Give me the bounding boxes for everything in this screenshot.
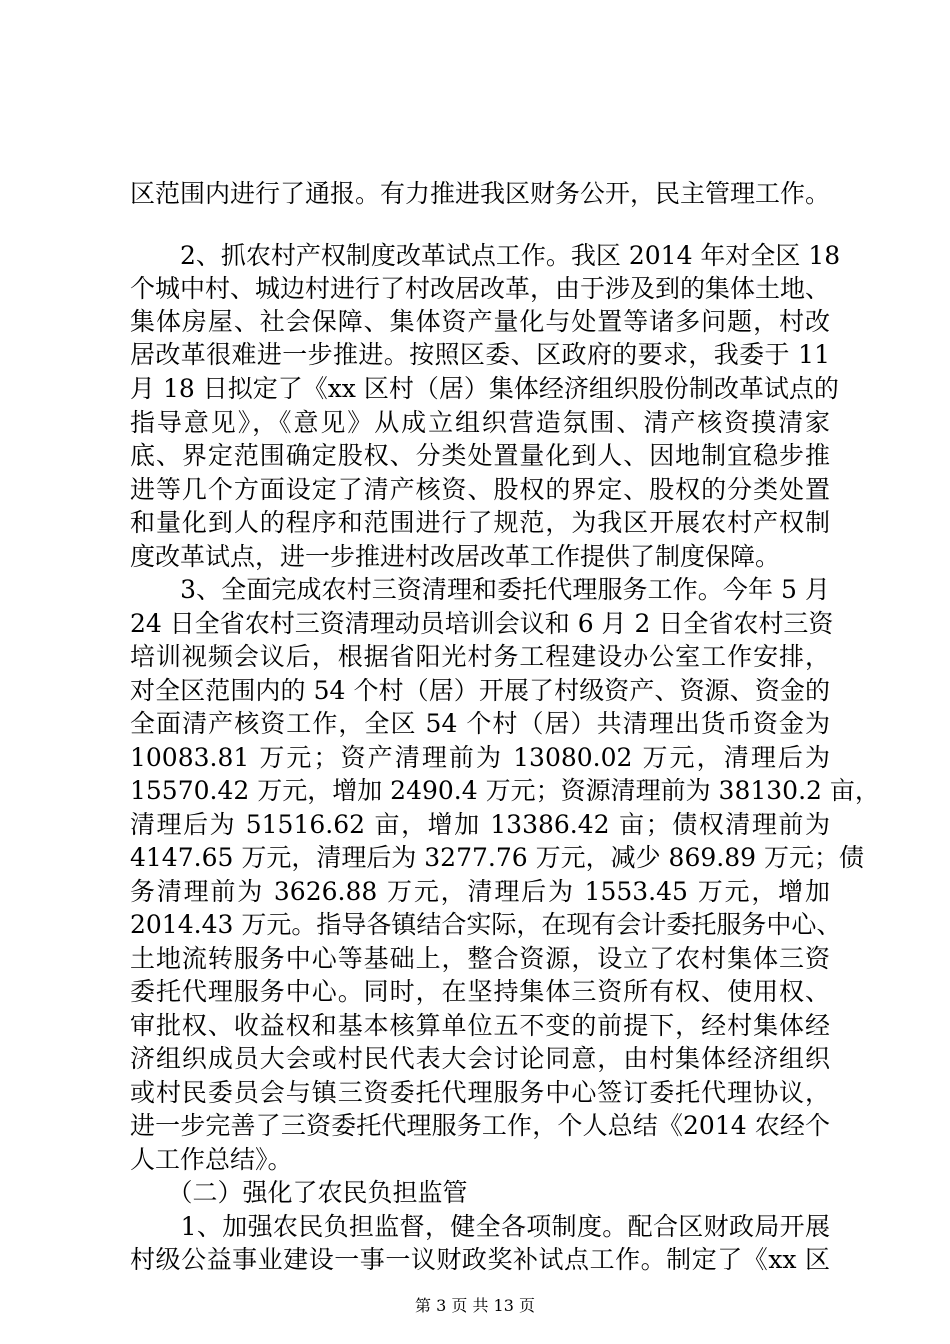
- text-line: 2、抓农村产权制度改革试点工作。我区 2014 年对全区 18: [130, 241, 841, 270]
- text-line: 4147.65 万元，清理后为 3277.76 万元，减少 869.89 万元；债: [130, 843, 864, 872]
- text-line: 对全区范围内的 54 个村（居）开展了村级资产、资源、资金的: [130, 676, 830, 705]
- text-line: 委托代理服务中心。同时，在坚持集体三资所有权、使用权、: [130, 977, 830, 1006]
- text-line: 指导意见》，《意见》从成立组织营造氛围、清产核资摸清家: [130, 408, 830, 437]
- text-line: 区范围内进行了通报。有力推进我区财务公开，民主管理工作。: [130, 179, 831, 208]
- text-line: 2014.43 万元。指导各镇结合实际，在现有会计委托服务中心、: [130, 910, 842, 939]
- text-line: 3、全面完成农村三资清理和委托代理服务工作。今年 5 月: [130, 575, 830, 604]
- text-line: 或村民委员会与镇三资委托代理服务中心签订委托代理协议，: [130, 1078, 830, 1107]
- text-line: 底、界定范围确定股权、分类处置量化到人、因地制宜稳步推: [130, 441, 830, 470]
- text-line: 全面清产核资工作，全区 54 个村（居）共清理出货币资金为: [130, 709, 830, 738]
- text-line: 月 18 日拟定了《xx 区村（居）集体经济组织股份制改革试点的: [130, 374, 839, 403]
- text-line: 进一步完善了三资委托代理服务工作，个人总结《2014 农经个: [130, 1111, 830, 1140]
- text-line: 务清理前为 3626.88 万元，清理后为 1553.45 万元，增加: [130, 877, 830, 906]
- text-line: 土地流转服务中心等基础上，整合资源，设立了农村集体三资: [130, 944, 830, 973]
- text-line: 清理后为 51516.62 亩，增加 13386.42 亩；债权清理前为: [130, 810, 830, 839]
- text-line: 培训视频会议后，根据省阳光村务工程建设办公室工作安排，: [130, 642, 830, 671]
- text-line: 和量化到人的程序和范围进行了规范，为我区开展农村产权制: [130, 508, 830, 537]
- section-heading: （二）强化了农民负担监管: [130, 1178, 468, 1207]
- text-line: 村级公益事业建设一事一议财政奖补试点工作。制定了《xx 区: [130, 1245, 830, 1274]
- text-line: 集体房屋、社会保障、集体资产量化与处置等诸多问题，村改: [130, 307, 830, 336]
- text-line: 个城中村、城边村进行了村改居改革，由于涉及到的集体土地、: [130, 274, 831, 303]
- page-footer: 第 3 页 共 13 页: [415, 1296, 535, 1315]
- text-line: 10083.81 万元；资产清理前为 13080.02 万元，清理后为: [130, 743, 830, 772]
- text-line: 济组织成员大会或村民代表大会讨论同意，由村集体经济组织: [130, 1044, 830, 1073]
- text-line: 进等几个方面设定了清产核资、股权的界定、股权的分类处置: [130, 475, 830, 504]
- text-line: 24 日全省农村三资清理动员培训会议和 6 月 2 日全省农村三资: [130, 609, 834, 638]
- text-line: 人工作总结》。: [130, 1145, 293, 1174]
- text-line: 15570.42 万元，增加 2490.4 万元；资源清理前为 38130.2 亩，: [130, 776, 880, 805]
- text-line: 居改革很难进一步推进。按照区委、区政府的要求，我委于 11: [130, 340, 830, 369]
- text-line: 度改革试点，进一步推进村改居改革工作提供了制度保障。: [130, 542, 781, 571]
- text-line: 1、加强农民负担监督，健全各项制度。配合区财政局开展: [130, 1212, 830, 1241]
- text-line: 审批权、收益权和基本核算单位五不变的前提下，经村集体经: [130, 1011, 830, 1040]
